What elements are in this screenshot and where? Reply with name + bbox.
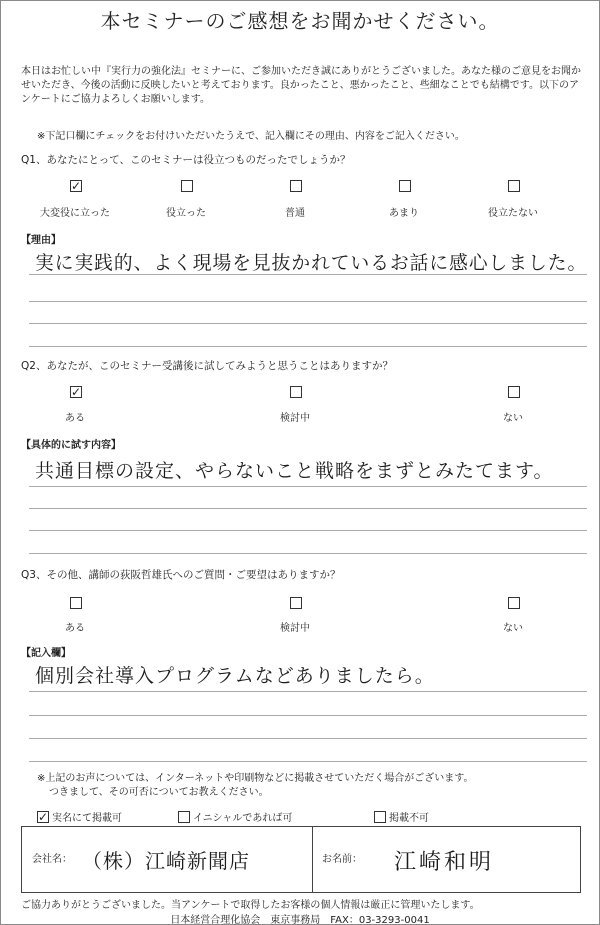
checkmark-icon: ✓	[70, 385, 82, 399]
q3-option-label: ない	[503, 623, 523, 634]
q2-reason-label: 【具体的に試す内容】	[21, 440, 121, 451]
answer-line	[29, 323, 587, 324]
publication-notice-line: つきまして、その可否についてお教えください。	[49, 787, 269, 798]
answer-line	[29, 761, 587, 762]
page-title: 本セミナーのご感想をお聞かせください。	[100, 9, 500, 33]
thanks-text: ご協力ありがとうございました。当アンケートで取得したお客様の個人情報は厳正に管理いたします。	[21, 900, 480, 911]
permission-option[interactable]	[37, 809, 122, 824]
answer-line	[29, 346, 587, 347]
answer-line	[29, 508, 587, 509]
q2-option-label: ある	[65, 413, 85, 424]
q3-handwritten-answer: 個別会社導入プログラムなどありましたら。	[35, 665, 435, 687]
answer-line	[29, 691, 587, 692]
signature-box	[21, 826, 581, 893]
q3-option-label: ある	[65, 623, 85, 634]
q1-checkbox-0[interactable]	[70, 180, 82, 192]
q1-checkbox-3[interactable]	[399, 180, 411, 192]
name-label: お名前：	[322, 854, 362, 865]
q1-handwritten-answer: 実に実践的、よく現場を見抜かれているお話に感心しました。	[35, 252, 588, 274]
q2-checkbox-0[interactable]	[70, 386, 82, 398]
q1-checkbox-2[interactable]	[290, 180, 302, 192]
answer-line	[29, 274, 587, 275]
q1-checkbox-4[interactable]	[508, 180, 520, 192]
answer-line	[29, 486, 587, 487]
q1-option-label: 大変役に立った	[40, 208, 110, 219]
publication-notice-line: ※上記のお声については、インターネットや印刷物などに掲載させていただく場合がございます。	[37, 773, 474, 784]
q3-reason-label: 【記入欄】	[21, 648, 71, 659]
q1-reason-label: 【理由】	[21, 235, 61, 246]
q3-option-label: 検討中	[280, 623, 310, 634]
q2-checkbox-2[interactable]	[508, 386, 520, 398]
signature-divider	[312, 827, 313, 892]
answer-line	[29, 530, 587, 531]
q2-checkbox-1[interactable]	[290, 386, 302, 398]
permission-checkbox[interactable]	[37, 811, 49, 823]
permission-option[interactable]	[374, 809, 429, 824]
publication-notice	[37, 772, 473, 800]
q3-question: Q3、その他、講師の荻阪哲雄氏へのご質問・ご要望はありますか？	[21, 569, 341, 581]
q2-option-label: ない	[503, 413, 523, 424]
q3-checkbox-2[interactable]	[508, 597, 520, 609]
permission-checkbox[interactable]	[178, 811, 190, 823]
instruction-note: ※下記口欄にチェックをお付けいただいたうえで、記入欄にその理由、内容をご記入ください。	[37, 131, 465, 142]
intro-paragraph: 本日はお忙しい中『実行力の強化法』セミナーに、ご参加いただき誠にありがとうございました。あなた様のご意見をお聞かせいただき、今後の活動に反映したいと考えております。良かったこと、悪かったこと、些細なことでも結構です。以下のアンケートにご協力よろしくお願いします。	[21, 66, 581, 105]
q2-question: Q2、あなたが、このセミナー受講後に試してみようと思うことはありますか？	[21, 360, 393, 372]
permission-checkbox[interactable]	[374, 811, 386, 823]
name-handwritten: 江崎和明	[394, 850, 495, 875]
q2-handwritten-answer: 共通目標の設定、やらないこと戦略をまずとみたてます。	[35, 460, 554, 482]
permission-label: イニシャルであれば可	[193, 813, 293, 824]
checkmark-icon: ✓	[37, 809, 49, 824]
answer-line	[29, 738, 587, 739]
checkmark-icon: ✓	[70, 179, 82, 193]
permission-label: 掲載不可	[389, 813, 429, 824]
q1-option-label: あまり	[389, 208, 419, 219]
organization-footer: 日本経営合理化協会 東京事務局 FAX：03-3293-0041	[170, 915, 430, 925]
q1-question: Q1、あなたにとって、このセミナーは役立つものだったでしょうか？	[21, 154, 351, 166]
permission-label: 実名にて掲載可	[52, 813, 122, 824]
answer-line	[29, 715, 587, 716]
q1-option-label: 役立たない	[488, 208, 538, 219]
q2-option-label: 検討中	[280, 413, 310, 424]
q1-option-label: 役立った	[166, 208, 206, 219]
q3-checkbox-0[interactable]	[70, 597, 82, 609]
company-label: 会社名：	[32, 854, 72, 865]
q1-checkbox-1[interactable]	[181, 180, 193, 192]
company-handwritten: （株）江崎新聞店	[82, 849, 250, 873]
answer-line	[29, 553, 587, 554]
answer-line	[29, 301, 587, 302]
q3-checkbox-1[interactable]	[290, 597, 302, 609]
permission-option[interactable]	[178, 809, 292, 824]
q1-option-label: 普通	[285, 208, 305, 219]
